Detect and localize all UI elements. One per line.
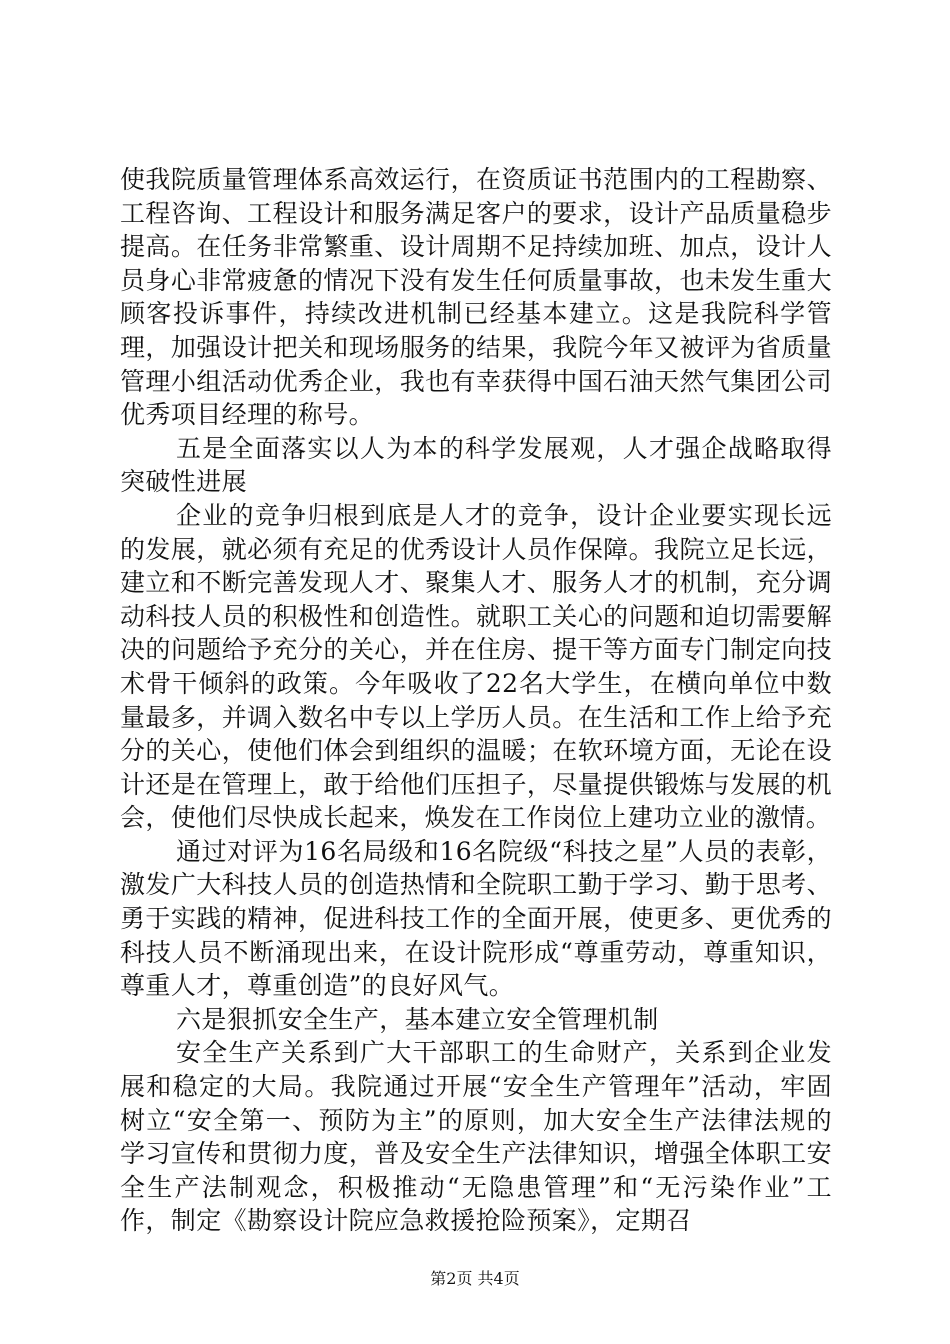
heading-safety-production: 六是狠抓安全生产，基本建立安全管理机制: [176, 1004, 659, 1034]
paragraph-safety-production: 安全生产关系到广大干部职工的生命财产，关系到企业发展和稳定的大局。我院通过开展“安全生产管理年”活动，牢固树立“安全第一、预防为主”的原则，加大安全生产法律法规的学习宣传和贯彻力度，普及安全生产法律知识，增强全体职工安全生产法制观念，积极推动“无隐患管理”和“无污染作业”工作，制定《勘察设计院应急救援抢险预案》，定期召: [120, 1038, 832, 1236]
paragraph-tech-stars: 通过对评为16名局级和16名院级“科技之星”人员的表彰，激发广大科技人员的创造热情和全院职工勤于学习、勤于思考、勇于实践的精神，促进科技工作的全面开展，使更多、更优秀的科技人员不断涌现出来，在设计院形成“尊重劳动，尊重知识，尊重人才，尊重创造”的良好风气。: [120, 836, 832, 1001]
paragraph-quality-management: 使我院质量管理体系高效运行，在资质证书范围内的工程勘察、工程咨询、工程设计和服务满足客户的要求，设计产品质量稳步提高。在任务非常繁重、设计周期不足持续加班、加点，设计人员身心非常疲惫的情况下没有发生任何质量事故，也未发生重大顾客投诉事件，持续改进机制已经基本建立。这是我院科学管理，加强设计把关和现场服务的结果，我院今年又被评为省质量管理小组活动优秀企业，我也有幸获得中国石油天然气集团公司优秀项目经理的称号。: [120, 165, 832, 430]
page-number-footer: 第2页 共4页: [430, 1269, 520, 1288]
document-body: [120, 163, 832, 1238]
paragraph-talent-competition: 企业的竞争归根到底是人才的竞争，设计企业要实现长远的发展，就必须有充足的优秀设计人员作保障。我院立足长远，建立和不断完善发现人才、聚集人才、服务人才的机制，充分调动科技人员的积极性和创造性。就职工关心的问题和迫切需要解决的问题给予充分的关心，并在住房、提干等方面专门制定向技术骨干倾斜的政策。今年吸收了22名大学生，在横向单位中数量最多，并调入数名中专以上学历人员。在生活和工作上给予充分的关心，使他们体会到组织的温暖；在软环境方面，无论在设计还是在管理上，敢于给他们压担子，尽量提供锻炼与发展的机会，使他们尽快成长起来，焕发在工作岗位上建功立业的激情。: [120, 500, 832, 833]
heading-talent-strategy: 五是全面落实以人为本的科学发展观，人才强企战略取得突破性进展: [120, 433, 832, 497]
